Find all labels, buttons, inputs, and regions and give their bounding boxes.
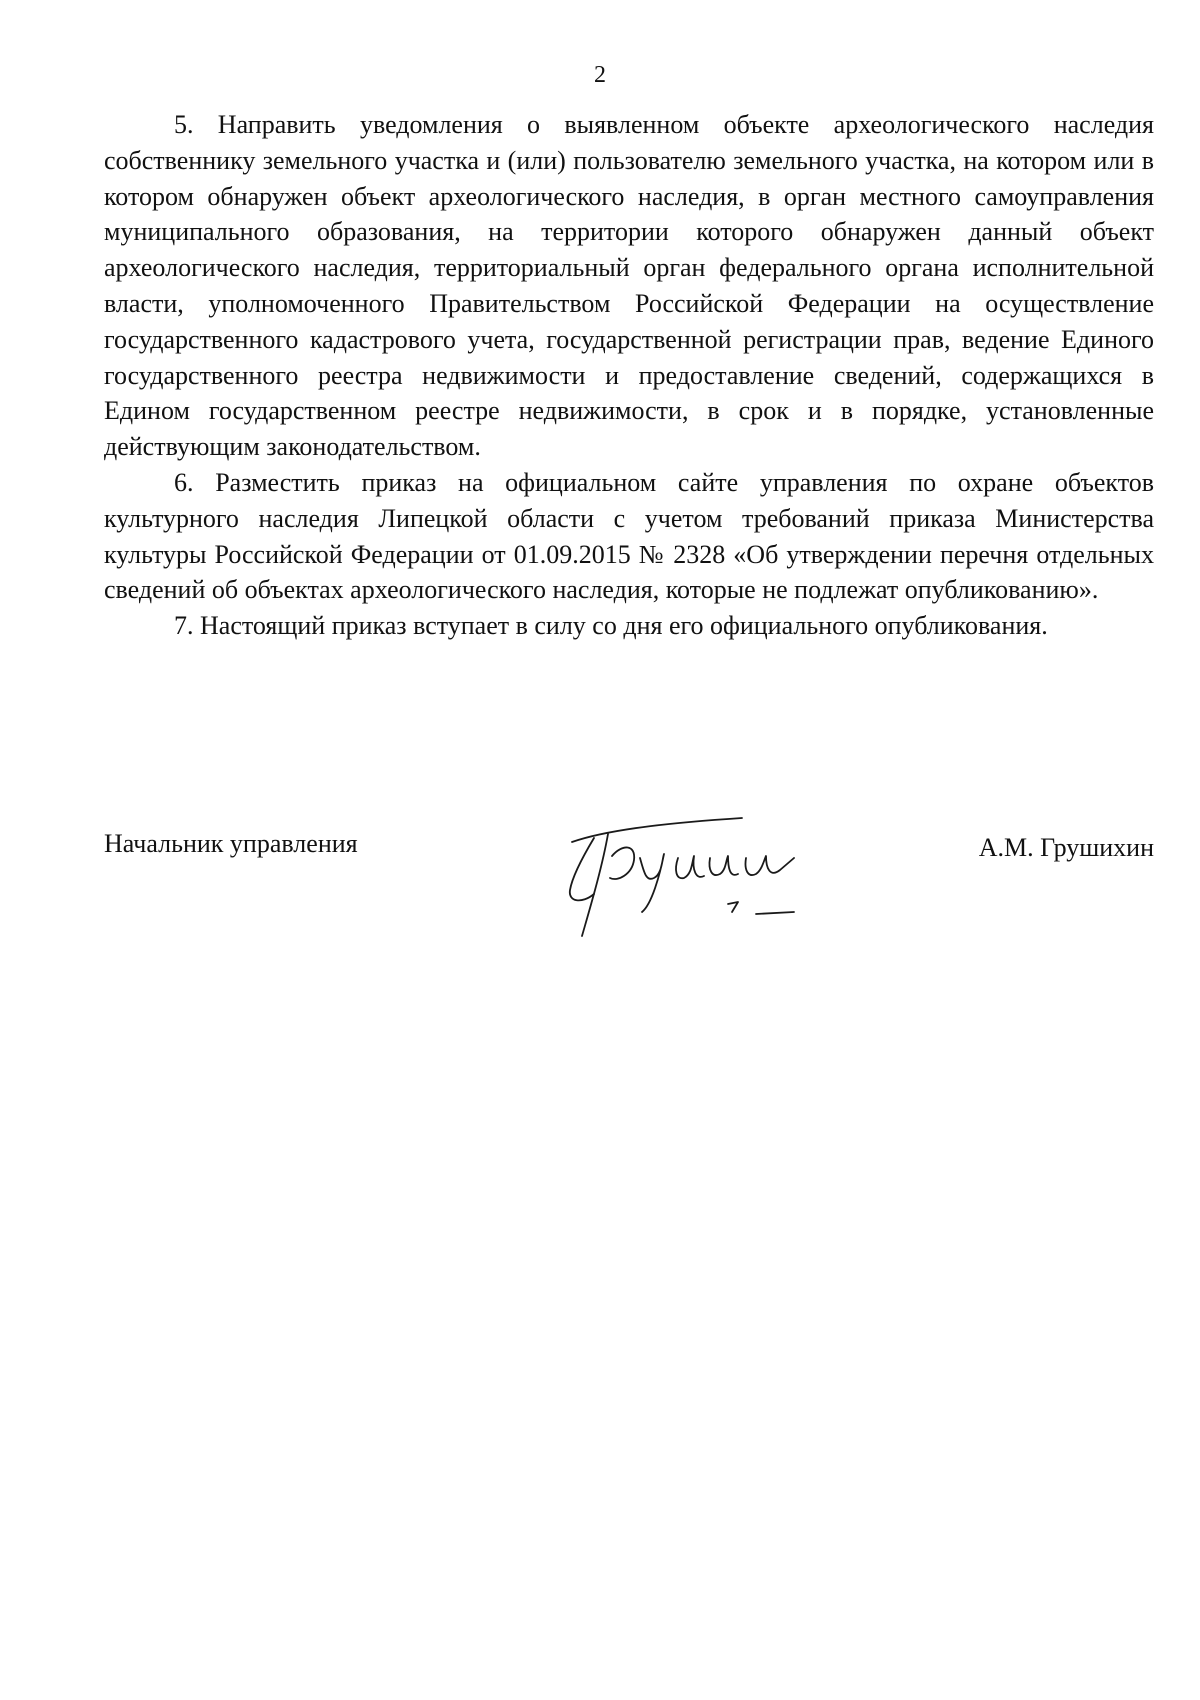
paragraph-6: 6. Разместить приказ на официальном сайте управления по охране объектов культурного наследия Липецкой области с учетом требований приказа Министерства культуры Российской Федерации от 01.09.2015 № 2328 «Об утверждении перечня отдельных сведений об объектах археологического наследия, которые не подлежат опубликованию». [104,467,1154,605]
signature-block [104,808,1154,938]
paragraph-5: 5. Направить уведомления о выявленном объекте археологического наследия собственнику земельного участка и (или) пользователю земельного участка, на котором или в котором обнаружен объект археологического наследия, в орган местного самоуправления муниципального образования, на территории которого обнаружен данный объект археологического наследия, территориальный орган федерального органа исполнительной власти, уполномоченного Правительством Российской Федерации на осуществление государственного кадастрового учета, государственной регистрации прав, ведение Единого государственного реестра недвижимости и предоставление сведений, содержащихся в Едином государственном реестре недвижимости, в срок и в порядке, установленные действующим законодательством. [104,110,1154,462]
signatory-name: А.М. Грушихин [978,833,1154,862]
page-number: 2 [594,62,606,88]
signatory-position: Начальник управления [104,829,358,858]
document-body [104,107,1154,644]
paragraph-7: 7. Настоящий приказ вступает в силу со дня его официального опубликования. [174,611,1048,641]
handwritten-signature [532,808,832,938]
signature-drawing [532,808,832,938]
